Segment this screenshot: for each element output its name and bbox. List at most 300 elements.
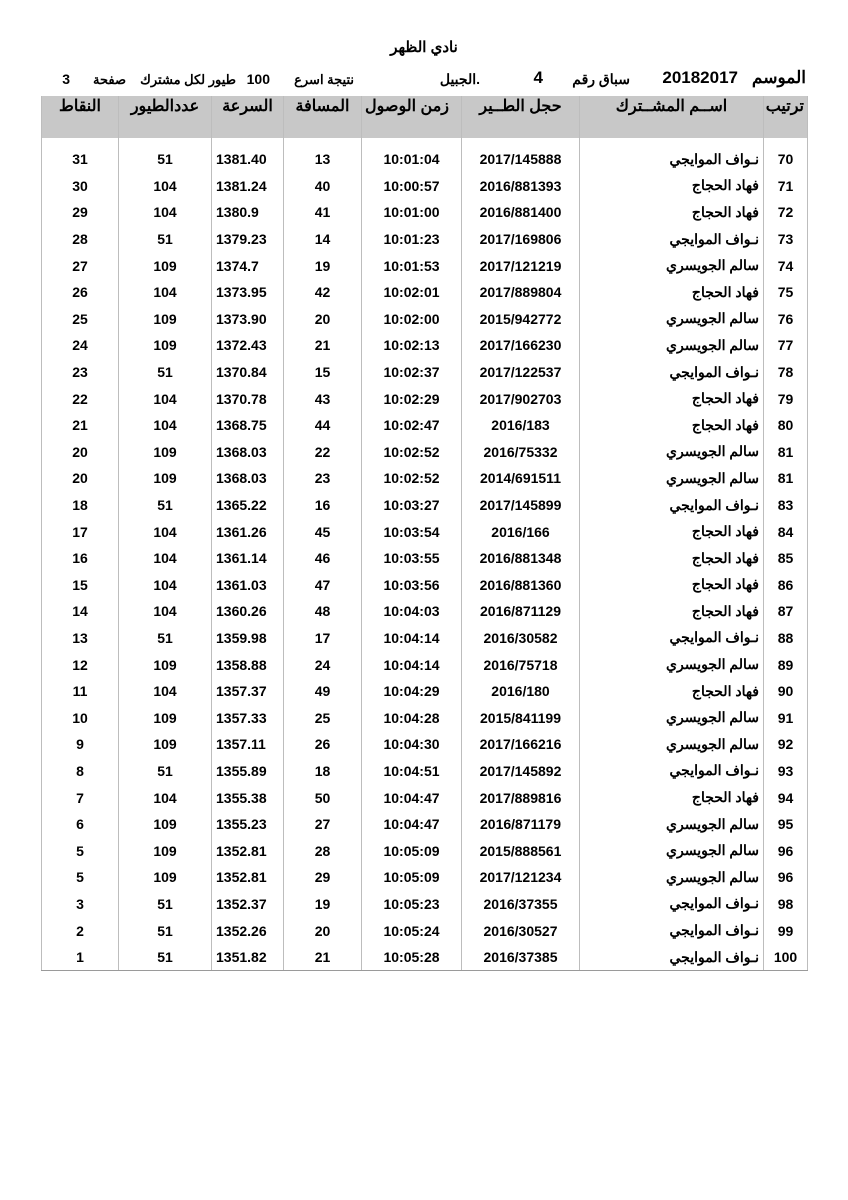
distance-cell: 21 — [284, 332, 362, 359]
points-cell: 30 — [42, 173, 119, 200]
table-row — [42, 385, 808, 412]
points-cell: 26 — [42, 279, 119, 306]
speed-cell: 1373.90 — [212, 306, 284, 333]
table-row — [42, 359, 808, 386]
distance-cell: 19 — [284, 891, 362, 918]
member-name-cell: سالم الجويسري — [580, 306, 764, 333]
points-cell: 1 — [42, 944, 119, 971]
table-row — [42, 279, 808, 306]
table-row — [42, 252, 808, 279]
speed-cell: 1370.84 — [212, 359, 284, 386]
club-name: نادي الظهر — [390, 39, 458, 56]
member-name-cell: فهاد الحجاج — [580, 518, 764, 545]
speed-cell: 1372.43 — [212, 332, 284, 359]
rank-cell: 83 — [764, 492, 808, 519]
distance-cell: 48 — [284, 598, 362, 625]
bird-count-cell: 109 — [119, 252, 212, 279]
distance-cell: 13 — [284, 146, 362, 173]
bird-count-cell: 104 — [119, 173, 212, 200]
ring-number-cell: 2017/889816 — [462, 784, 580, 811]
points-cell: 15 — [42, 572, 119, 599]
table-row — [42, 146, 808, 173]
season-value: 20182017 — [662, 68, 738, 87]
rank-cell: 90 — [764, 678, 808, 705]
header-row — [42, 96, 808, 138]
points-cell: 8 — [42, 758, 119, 785]
ring-number-cell: 2015/942772 — [462, 306, 580, 333]
member-name-cell: سالم الجويسري — [580, 252, 764, 279]
arrival-time-cell: 10:04:14 — [362, 625, 462, 652]
table-row — [42, 784, 808, 811]
table-row — [42, 944, 808, 971]
arrival-time-cell: 10:05:24 — [362, 917, 462, 944]
bird-count-cell: 104 — [119, 279, 212, 306]
arrival-time-cell: 10:01:23 — [362, 226, 462, 253]
arrival-time-cell: 10:05:23 — [362, 891, 462, 918]
ring-number-cell: 2017/169806 — [462, 226, 580, 253]
rank-cell: 81 — [764, 465, 808, 492]
result-label: نتيجة اسرع — [294, 72, 354, 87]
points-cell: 16 — [42, 545, 119, 572]
points-cell: 18 — [42, 492, 119, 519]
arrival-time-cell: 10:03:56 — [362, 572, 462, 599]
speed-cell: 1380.9 — [212, 199, 284, 226]
ring-number-cell: 2016/37355 — [462, 891, 580, 918]
col-bird-count: عددالطيور — [119, 96, 212, 138]
bird-count-cell: 51 — [119, 917, 212, 944]
member-name-cell: فهاد الحجاج — [580, 385, 764, 412]
distance-cell: 24 — [284, 651, 362, 678]
bird-count-cell: 109 — [119, 811, 212, 838]
arrival-time-cell: 10:02:00 — [362, 306, 462, 333]
points-cell: 2 — [42, 917, 119, 944]
table-row — [42, 173, 808, 200]
table-row — [42, 625, 808, 652]
rank-cell: 81 — [764, 439, 808, 466]
points-cell: 12 — [42, 651, 119, 678]
member-name-cell: سالم الجويسري — [580, 837, 764, 864]
distance-cell: 42 — [284, 279, 362, 306]
rank-cell: 71 — [764, 173, 808, 200]
rank-cell: 80 — [764, 412, 808, 439]
ring-number-cell: 2017/166216 — [462, 731, 580, 758]
rank-cell: 99 — [764, 917, 808, 944]
points-cell: 17 — [42, 518, 119, 545]
table-row — [42, 837, 808, 864]
col-time: زمن الوصول — [362, 96, 462, 138]
arrival-time-cell: 10:04:30 — [362, 731, 462, 758]
rank-cell: 86 — [764, 572, 808, 599]
bird-count-cell: 51 — [119, 492, 212, 519]
points-cell: 27 — [42, 252, 119, 279]
bird-count-cell: 109 — [119, 332, 212, 359]
speed-cell: 1370.78 — [212, 385, 284, 412]
ring-number-cell: 2015/841199 — [462, 704, 580, 731]
bird-count-cell: 51 — [119, 944, 212, 971]
distance-cell: 15 — [284, 359, 362, 386]
speed-cell: 1357.11 — [212, 731, 284, 758]
table-row — [42, 651, 808, 678]
rank-cell: 96 — [764, 837, 808, 864]
rank-cell: 79 — [764, 385, 808, 412]
rank-cell: 77 — [764, 332, 808, 359]
table-row — [42, 704, 808, 731]
rank-cell: 73 — [764, 226, 808, 253]
points-cell: 25 — [42, 306, 119, 333]
page-label: صفحة — [93, 72, 126, 87]
bird-count-cell: 104 — [119, 572, 212, 599]
distance-cell: 20 — [284, 306, 362, 333]
distance-cell: 50 — [284, 784, 362, 811]
points-cell: 28 — [42, 226, 119, 253]
arrival-time-cell: 10:00:57 — [362, 173, 462, 200]
ring-number-cell: 2016/180 — [462, 678, 580, 705]
member-name-cell: نـواف الموايجي — [580, 492, 764, 519]
ring-number-cell: 2016/881400 — [462, 199, 580, 226]
arrival-time-cell: 10:02:37 — [362, 359, 462, 386]
rank-cell: 72 — [764, 199, 808, 226]
speed-cell: 1381.24 — [212, 173, 284, 200]
arrival-time-cell: 10:04:51 — [362, 758, 462, 785]
member-name-cell: فهاد الحجاج — [580, 598, 764, 625]
distance-cell: 44 — [284, 412, 362, 439]
ring-number-cell: 2017/122537 — [462, 359, 580, 386]
table-row — [42, 731, 808, 758]
arrival-time-cell: 10:02:52 — [362, 439, 462, 466]
race-label: سباق رقم — [572, 71, 630, 87]
speed-cell: 1355.38 — [212, 784, 284, 811]
speed-cell: 1355.89 — [212, 758, 284, 785]
distance-cell: 41 — [284, 199, 362, 226]
bird-count-cell: 104 — [119, 678, 212, 705]
member-name-cell: نـواف الموايجي — [580, 891, 764, 918]
spacer-row — [42, 138, 808, 146]
rank-cell: 92 — [764, 731, 808, 758]
arrival-time-cell: 10:01:53 — [362, 252, 462, 279]
col-name: اســم المشــترك — [580, 96, 764, 138]
table-row — [42, 518, 808, 545]
location: الجبيل. — [439, 71, 480, 87]
bird-count-cell: 51 — [119, 226, 212, 253]
distance-cell: 19 — [284, 252, 362, 279]
arrival-time-cell: 10:04:47 — [362, 784, 462, 811]
speed-cell: 1359.98 — [212, 625, 284, 652]
bird-count-cell: 104 — [119, 385, 212, 412]
table-row — [42, 758, 808, 785]
rank-cell: 88 — [764, 625, 808, 652]
bird-count-cell: 104 — [119, 199, 212, 226]
points-cell: 5 — [42, 864, 119, 891]
rank-cell: 85 — [764, 545, 808, 572]
speed-cell: 1355.23 — [212, 811, 284, 838]
points-cell: 20 — [42, 439, 119, 466]
speed-cell: 1352.81 — [212, 864, 284, 891]
arrival-time-cell: 10:05:09 — [362, 864, 462, 891]
rank-cell: 96 — [764, 864, 808, 891]
arrival-time-cell: 10:04:47 — [362, 811, 462, 838]
distance-cell: 45 — [284, 518, 362, 545]
ring-number-cell: 2017/145899 — [462, 492, 580, 519]
table-row — [42, 545, 808, 572]
points-cell: 31 — [42, 146, 119, 173]
points-cell: 14 — [42, 598, 119, 625]
member-name-cell: فهاد الحجاج — [580, 279, 764, 306]
table-row — [42, 678, 808, 705]
speed-cell: 1374.7 — [212, 252, 284, 279]
arrival-time-cell: 10:01:04 — [362, 146, 462, 173]
member-name-cell: نـواف الموايجي — [580, 944, 764, 971]
arrival-time-cell: 10:02:01 — [362, 279, 462, 306]
ring-number-cell: 2017/145892 — [462, 758, 580, 785]
speed-cell: 1352.37 — [212, 891, 284, 918]
bird-count-cell: 104 — [119, 545, 212, 572]
speed-cell: 1361.26 — [212, 518, 284, 545]
rank-cell: 89 — [764, 651, 808, 678]
rank-cell: 76 — [764, 306, 808, 333]
season-label: الموسم — [751, 68, 806, 87]
bird-count-cell: 51 — [119, 625, 212, 652]
member-name-cell: فهاد الحجاج — [580, 784, 764, 811]
distance-cell: 28 — [284, 837, 362, 864]
col-points: النقاط — [42, 96, 119, 138]
bird-count-cell: 51 — [119, 359, 212, 386]
member-name-cell: نـواف الموايجي — [580, 146, 764, 173]
table-row — [42, 199, 808, 226]
speed-cell: 1373.95 — [212, 279, 284, 306]
arrival-time-cell: 10:02:29 — [362, 385, 462, 412]
ring-number-cell: 2017/902703 — [462, 385, 580, 412]
ring-number-cell: 2017/121234 — [462, 864, 580, 891]
distance-cell: 43 — [284, 385, 362, 412]
ring-number-cell: 2017/166230 — [462, 332, 580, 359]
points-cell: 5 — [42, 837, 119, 864]
rank-cell: 95 — [764, 811, 808, 838]
points-cell: 7 — [42, 784, 119, 811]
arrival-time-cell: 10:04:29 — [362, 678, 462, 705]
arrival-time-cell: 10:03:55 — [362, 545, 462, 572]
speed-cell: 1361.14 — [212, 545, 284, 572]
distance-cell: 40 — [284, 173, 362, 200]
bird-count-cell: 109 — [119, 704, 212, 731]
table-row — [42, 226, 808, 253]
ring-number-cell: 2014/691511 — [462, 465, 580, 492]
ring-number-cell: 2016/37385 — [462, 944, 580, 971]
member-name-cell: فهاد الحجاج — [580, 545, 764, 572]
rank-cell: 78 — [764, 359, 808, 386]
bird-count-cell: 104 — [119, 598, 212, 625]
distance-cell: 46 — [284, 545, 362, 572]
bird-count-cell: 51 — [119, 758, 212, 785]
member-name-cell: فهاد الحجاج — [580, 572, 764, 599]
rank-cell: 74 — [764, 252, 808, 279]
arrival-time-cell: 10:03:27 — [362, 492, 462, 519]
rank-cell: 91 — [764, 704, 808, 731]
speed-cell: 1358.88 — [212, 651, 284, 678]
col-rank: ترتيب — [764, 96, 808, 138]
distance-cell: 25 — [284, 704, 362, 731]
speed-cell: 1379.23 — [212, 226, 284, 253]
member-name-cell: سالم الجويسري — [580, 704, 764, 731]
bird-count-cell: 109 — [119, 465, 212, 492]
member-name-cell: سالم الجويسري — [580, 651, 764, 678]
table-row — [42, 465, 808, 492]
arrival-time-cell: 10:04:03 — [362, 598, 462, 625]
table-row — [42, 306, 808, 333]
rank-cell: 75 — [764, 279, 808, 306]
distance-cell: 23 — [284, 465, 362, 492]
member-name-cell: فهاد الحجاج — [580, 678, 764, 705]
arrival-time-cell: 10:02:13 — [362, 332, 462, 359]
speed-cell: 1352.26 — [212, 917, 284, 944]
bird-count-cell: 109 — [119, 306, 212, 333]
speed-cell: 1368.03 — [212, 465, 284, 492]
col-distance: المسافة — [284, 96, 362, 138]
table-row — [42, 891, 808, 918]
points-cell: 22 — [42, 385, 119, 412]
points-cell: 21 — [42, 412, 119, 439]
speed-cell: 1361.03 — [212, 572, 284, 599]
speed-cell: 1357.33 — [212, 704, 284, 731]
arrival-time-cell: 10:05:09 — [362, 837, 462, 864]
ring-number-cell: 2015/888561 — [462, 837, 580, 864]
ring-number-cell: 2017/889804 — [462, 279, 580, 306]
bird-count-cell: 109 — [119, 731, 212, 758]
table-row — [42, 811, 808, 838]
result-count: 100 — [246, 71, 270, 87]
points-cell: 20 — [42, 465, 119, 492]
points-cell: 6 — [42, 811, 119, 838]
speed-cell: 1360.26 — [212, 598, 284, 625]
member-name-cell: نـواف الموايجي — [580, 359, 764, 386]
distance-cell: 26 — [284, 731, 362, 758]
ring-number-cell: 2016/30527 — [462, 917, 580, 944]
table-row — [42, 598, 808, 625]
rank-cell: 94 — [764, 784, 808, 811]
table-row — [42, 439, 808, 466]
member-name-cell: سالم الجويسري — [580, 439, 764, 466]
distance-cell: 47 — [284, 572, 362, 599]
rank-cell: 70 — [764, 146, 808, 173]
speed-cell: 1368.03 — [212, 439, 284, 466]
points-cell: 9 — [42, 731, 119, 758]
col-speed: السرعة — [212, 96, 284, 138]
member-name-cell: فهاد الحجاج — [580, 199, 764, 226]
points-cell: 11 — [42, 678, 119, 705]
per-member-label: طيور لكل مشترك — [140, 72, 236, 87]
points-cell: 29 — [42, 199, 119, 226]
member-name-cell: نـواف الموايجي — [580, 917, 764, 944]
table-row — [42, 332, 808, 359]
bird-count-cell: 109 — [119, 864, 212, 891]
rank-cell: 100 — [764, 944, 808, 971]
member-name-cell: سالم الجويسري — [580, 465, 764, 492]
ring-number-cell: 2016/183 — [462, 412, 580, 439]
speed-cell: 1357.37 — [212, 678, 284, 705]
points-cell: 23 — [42, 359, 119, 386]
bird-count-cell: 104 — [119, 518, 212, 545]
arrival-time-cell: 10:03:54 — [362, 518, 462, 545]
table-row — [42, 572, 808, 599]
bird-count-cell: 51 — [119, 146, 212, 173]
distance-cell: 29 — [284, 864, 362, 891]
ring-number-cell: 2016/871129 — [462, 598, 580, 625]
bird-count-cell: 104 — [119, 784, 212, 811]
points-cell: 13 — [42, 625, 119, 652]
speed-cell: 1351.82 — [212, 944, 284, 971]
member-name-cell: سالم الجويسري — [580, 332, 764, 359]
ring-number-cell: 2017/145888 — [462, 146, 580, 173]
member-name-cell: نـواف الموايجي — [580, 625, 764, 652]
speed-cell: 1368.75 — [212, 412, 284, 439]
member-name-cell: نـواف الموايجي — [580, 758, 764, 785]
arrival-time-cell: 10:02:52 — [362, 465, 462, 492]
member-name-cell: فهاد الحجاج — [580, 412, 764, 439]
arrival-time-cell: 10:01:00 — [362, 199, 462, 226]
bird-count-cell: 51 — [119, 891, 212, 918]
member-name-cell: فهاد الحجاج — [580, 173, 764, 200]
speed-cell: 1365.22 — [212, 492, 284, 519]
ring-number-cell: 2016/75332 — [462, 439, 580, 466]
table-row — [42, 412, 808, 439]
rank-cell: 84 — [764, 518, 808, 545]
results-table — [41, 96, 808, 971]
bird-count-cell: 109 — [119, 837, 212, 864]
distance-cell: 21 — [284, 944, 362, 971]
distance-cell: 20 — [284, 917, 362, 944]
bird-count-cell: 109 — [119, 651, 212, 678]
distance-cell: 17 — [284, 625, 362, 652]
distance-cell: 49 — [284, 678, 362, 705]
table-row — [42, 917, 808, 944]
bird-count-cell: 109 — [119, 439, 212, 466]
table-row — [42, 492, 808, 519]
member-name-cell: سالم الجويسري — [580, 731, 764, 758]
ring-number-cell: 2016/871179 — [462, 811, 580, 838]
ring-number-cell: 2016/881393 — [462, 173, 580, 200]
arrival-time-cell: 10:02:47 — [362, 412, 462, 439]
points-cell: 3 — [42, 891, 119, 918]
ring-number-cell: 2016/881348 — [462, 545, 580, 572]
rank-cell: 98 — [764, 891, 808, 918]
speed-cell: 1381.40 — [212, 146, 284, 173]
points-cell: 24 — [42, 332, 119, 359]
rank-cell: 87 — [764, 598, 808, 625]
ring-number-cell: 2016/75718 — [462, 651, 580, 678]
distance-cell: 22 — [284, 439, 362, 466]
points-cell: 10 — [42, 704, 119, 731]
distance-cell: 18 — [284, 758, 362, 785]
ring-number-cell: 2017/121219 — [462, 252, 580, 279]
distance-cell: 27 — [284, 811, 362, 838]
rank-cell: 93 — [764, 758, 808, 785]
speed-cell: 1352.81 — [212, 837, 284, 864]
distance-cell: 16 — [284, 492, 362, 519]
col-ring: حجل الطــير — [462, 96, 580, 138]
ring-number-cell: 2016/166 — [462, 518, 580, 545]
ring-number-cell: 2016/881360 — [462, 572, 580, 599]
table-row — [42, 864, 808, 891]
bird-count-cell: 104 — [119, 412, 212, 439]
arrival-time-cell: 10:04:14 — [362, 651, 462, 678]
member-name-cell: سالم الجويسري — [580, 811, 764, 838]
arrival-time-cell: 10:04:28 — [362, 704, 462, 731]
ring-number-cell: 2016/30582 — [462, 625, 580, 652]
member-name-cell: نـواف الموايجي — [580, 226, 764, 253]
distance-cell: 14 — [284, 226, 362, 253]
page-number: 3 — [62, 71, 70, 87]
race-value: 4 — [533, 68, 543, 87]
arrival-time-cell: 10:05:28 — [362, 944, 462, 971]
